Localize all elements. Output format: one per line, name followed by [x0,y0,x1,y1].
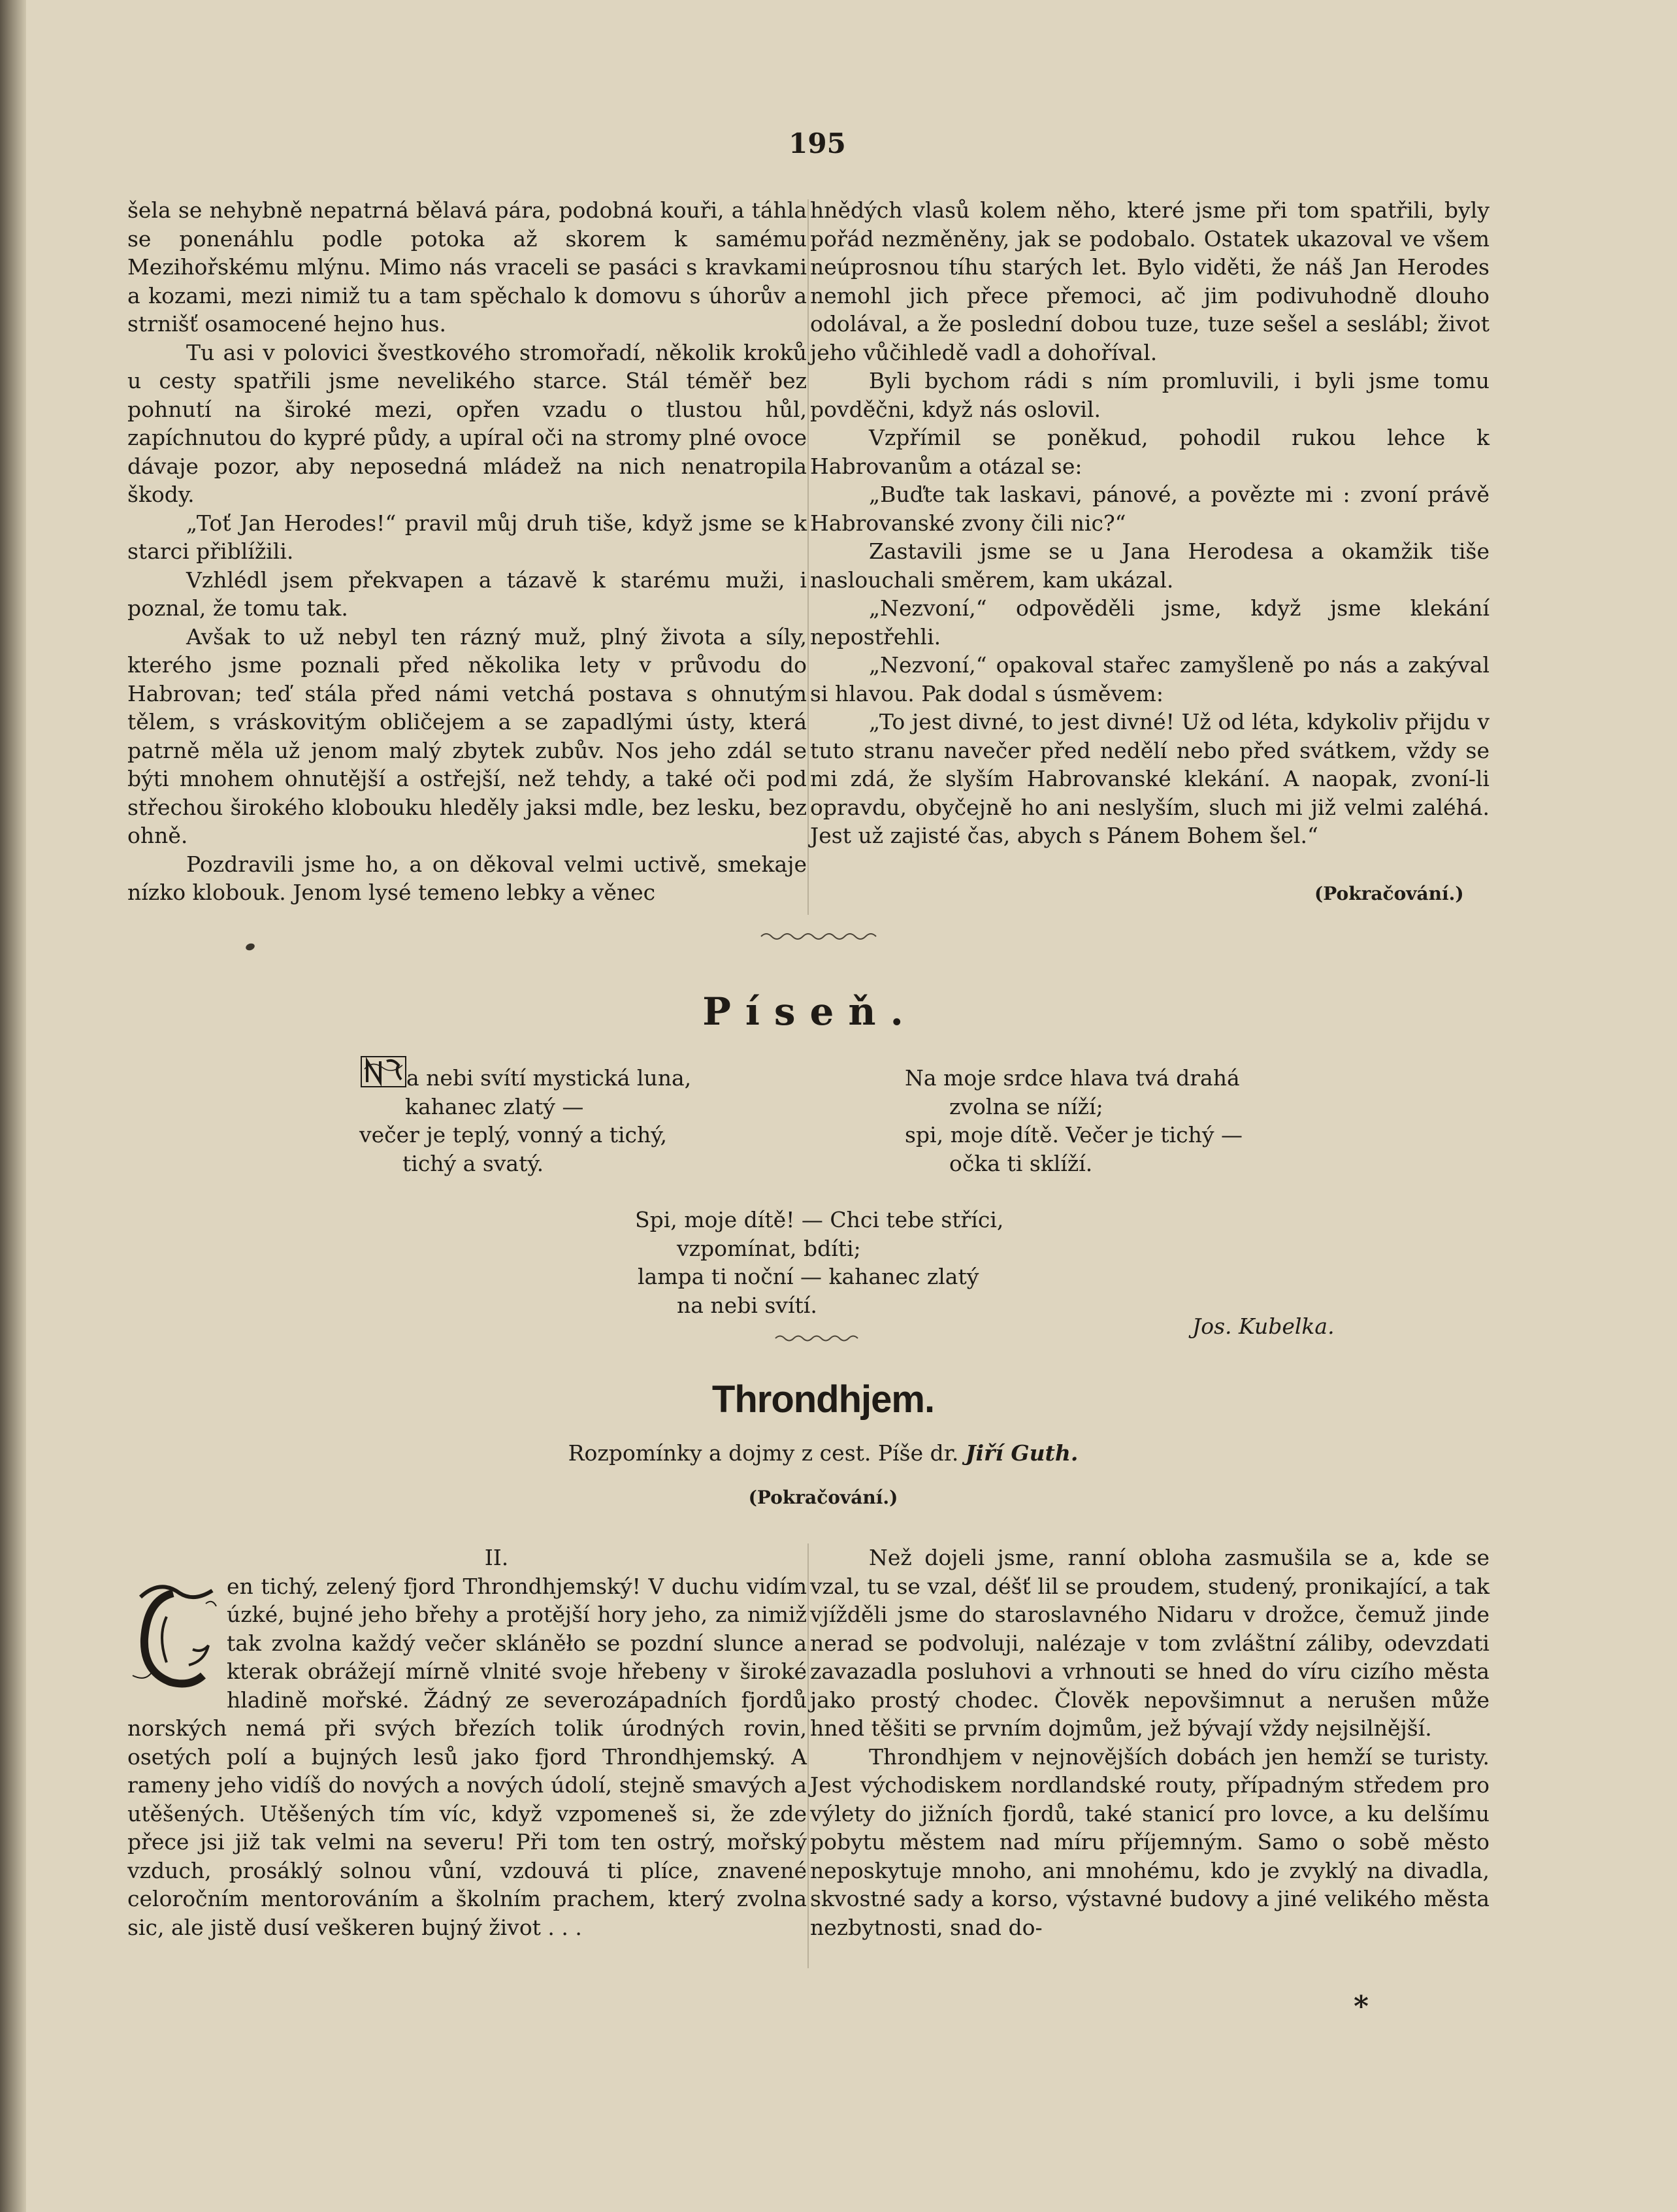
wave-ornament-icon [760,929,877,942]
book-gutter [0,0,26,2212]
article-continued-note: (Pokračování.) [748,1487,898,1508]
poem-line [405,1064,691,1093]
separator-ornament [774,1329,866,1348]
poem-line: večer je teplý, vonný a tichý, [359,1122,668,1147]
separator-ornament [760,927,877,946]
subtitle-author: Jiří Guth. [965,1440,1079,1466]
column-divider [807,1543,809,1968]
poem-line: na nebi svítí. [677,1292,817,1318]
ornamental-initial-t-icon [127,1577,219,1695]
paragraph: šela se nehybně nepatrná bělavá pára, podobná kouři, a táhla se ponenáhlu podle potoka až skorem k samému Mezihořskému mlýnu. Mimo nás vraceli se pasáci s kravkami a kozami, mezi nimiž tu a tam spěchalo k domovu s úhorův a strnišť osamocené hejno hus. [127,197,807,337]
paragraph: Byli bychom rádi s ním promluvili, i byli jsme tomu povděčni, když nás oslovil. [810,368,1490,422]
paragraph: Pozdravili jsme ho, a on děkoval velmi uctivě, smekaje nízko klobouk. Jenom lysé temeno lebky a věnec [127,851,807,905]
paragraph: Než dojeli jsme, ranní obloha zasmušila se a, kde se vzal, tu se vzal, déšť lil se proudem, studený, pronikající, a tak vjížděli jsme do staroslavného Nidaru v drožce, čemuž jinde nerad se podvoluji, nalézaje v tom zvláštní záliby, odevzdati zavazadla posluhovi a vrhnouti se hned do víru cizího města jako prostý chodec. Člověk nepovšimnut a nerušen může hned těšiti se prvním dojmům, jež bývají vždy nejsilnější. [810,1545,1490,1741]
poem-line: lampa ti noční — kahanec zlatý [638,1264,979,1289]
ornamental-initial-n-icon [361,1056,406,1087]
poem-author: Jos. Kubelka. [1192,1313,1335,1339]
article-title: Throndhjem. [711,1378,935,1421]
section-number: II. [484,1545,509,1570]
wave-ornament-icon [774,1332,866,1344]
story-left-column [127,196,807,907]
paragraph: Avšak to už nebyl ten rázný muž, plný života a síly, kterého jsme poznali před několika lety v průvodu do Habrovan; teď stála před námi vetchá postava s ohnutým tělem, s vráskovitým obličejem a se zapadlými ústy, která patrně měla už jenom malý zbytek zubův. Nos jeho zdál se býti mnohem ohnutější a ostřejší, než tehdy, a také oči pod střechou širokého klobouku hleděly jaksi mdle, bez lesku, bez ohně. [127,623,807,848]
article-subtitle [457,1440,1189,1466]
poem-line: tichý a svatý. [402,1150,544,1176]
story-right-column [810,196,1490,850]
paragraph: en tichý, zelený fjord Throndhjemský! V duchu vidím úzké, bujné jeho břehy a protější hory jeho, za nimiž tak zvolna každý večer skláněło se pozdní slunce a kterak obrážejí mírně vlnité svoje hřebeny v široké hladině mořské. Žádný ze severozápadních fjordů norských nemá při svých březích tolik úrodných rovin, osetých polí a bujných lesů jako fjord Throndhjemský. A rameny jeho vidíš do nových a nových údolí, stejně smavých a utěšených. Utěšených tím víc, když vzpomeneš si, že zde přece jsi již tak velmi na severu! Při tom ten ostrý, mořský vzduch, prosáklý solnou vůní, vzdouvá ti plíce, znavené celoročním mentorováním a školním prachem, který zvolna sic, ale jistě dusí veškeren bujný život . . . [127,1573,807,1940]
paragraph: „Nezvoní,“ opakoval stařec zamyšleně po nás a zakýval si hlavou. Pak dodal s úsměvem: [810,652,1490,706]
paragraph: „Buďte tak laskavi, pánové, a povězte mi : zvoní právě Habrovanské zvony čili nic?“ [810,482,1490,536]
paragraph: „To jest divné, to jest divné! Už od léta, kdykoliv přijdu v tuto stranu navečer před nedělí nebo před svátkem, vždy se mi zdá, že slyším Habrovanské klekání. A naopak, zvoní-li opravdu, obyčejně ho ani neslyším, sluch mi již velmi zaléhá. Jest už zajisté čas, abych s Pánem Bohem šel.“ [810,709,1490,848]
page-number: 195 [789,127,846,159]
article-left-column [127,1543,807,1941]
footer-asterisk: * [1354,1990,1369,2023]
poem-stanza-2 [905,1064,1243,1178]
paragraph: „Nezvoní,“ odpověděli jsme, když jsme klekání nepostřehli. [810,595,1490,650]
column-divider [807,199,809,915]
paragraph: Tu asi v polovici švestkového stromořadí, několik kroků u cesty spatřili jsme nevelikého starce. Stál téměř bez pohnutí na široké mezi, opřen vzadu o tlustou hůl, zapíchnutou do kypré půdy, a upíral oči na stromy plné ovoce dávaje pozor, aby neposedná mládež na nich nenatropila škody. [127,339,807,507]
paragraph: „Toť Jan Herodes!“ pravil můj druh tiše, když jsme se k starci přiblížili. [127,510,807,564]
poem-line: spi, moje dítě. Večer je tichý — [905,1122,1243,1147]
poem-line: kahanec zlatý — [405,1093,584,1119]
poem-stanza-3 [635,1206,1003,1319]
poem-stanza-1 [359,1064,692,1178]
poem-title: Píseň. [702,989,918,1034]
poem-line-rest: a nebi svítí mystická luna, [406,1065,692,1091]
paragraph: Zastavili jsme se u Jana Herodesa a okamžik tiše naslouchali směrem, kam ukázal. [810,538,1490,593]
paragraph: hnědých vlasů kolem něho, které jsme při tom spatřili, byly pořád nezměněny, jak se podobalo. Ostatek ukazoval ve všem neúprosnou tíhu starých let. Bylo viděti, že náš Jan Herodes nemohl jich přece přemoci, ač jim podivuhodně dlouho odolával, a že poslední dobou tuze, tuze sešel a seslábl; život jeho vůčihledě vadl a dohoříval. [810,197,1490,365]
poem-line: Spi, moje dítě! — Chci tebe stříci, [635,1207,1004,1232]
article-right-column [810,1543,1490,1941]
poem-line: zvolna se níží; [949,1093,1103,1119]
paragraph: Throndhjem v nejnovějších dobách jen hemží se turisty. Jest východiskem nordlandské routy, případným středem pro výlety do jižních fjordů, také stanicí pro lovce, a ku delšímu pobytu městem nad míru příjemným. Samo o sobě město neposkytuje mnoho, ani mnohému, kdo je zvyklý na divadla, skvostné sady a korso, výstavné budovy a jiné velikého města nezbytnosti, snad do- [810,1743,1490,1940]
poem-line: vzpomínat, bdíti; [677,1235,861,1261]
paragraph: Vzhlédl jsem překvapen a tázavě k starému muži, i poznal, že tomu tak. [127,567,807,621]
poem-line: očka ti sklíží. [949,1150,1093,1176]
paragraph: Vzpřímil se poněkud, pohodil rukou lehce k Habrovanům a otázal se: [810,425,1490,479]
story-continued-note: (Pokračování.) [1314,883,1464,904]
subtitle-text: Rozpomínky a dojmy z cest. Píše dr. [568,1440,959,1466]
poem-line: Na moje srdce hlava tvá drahá [905,1065,1240,1091]
